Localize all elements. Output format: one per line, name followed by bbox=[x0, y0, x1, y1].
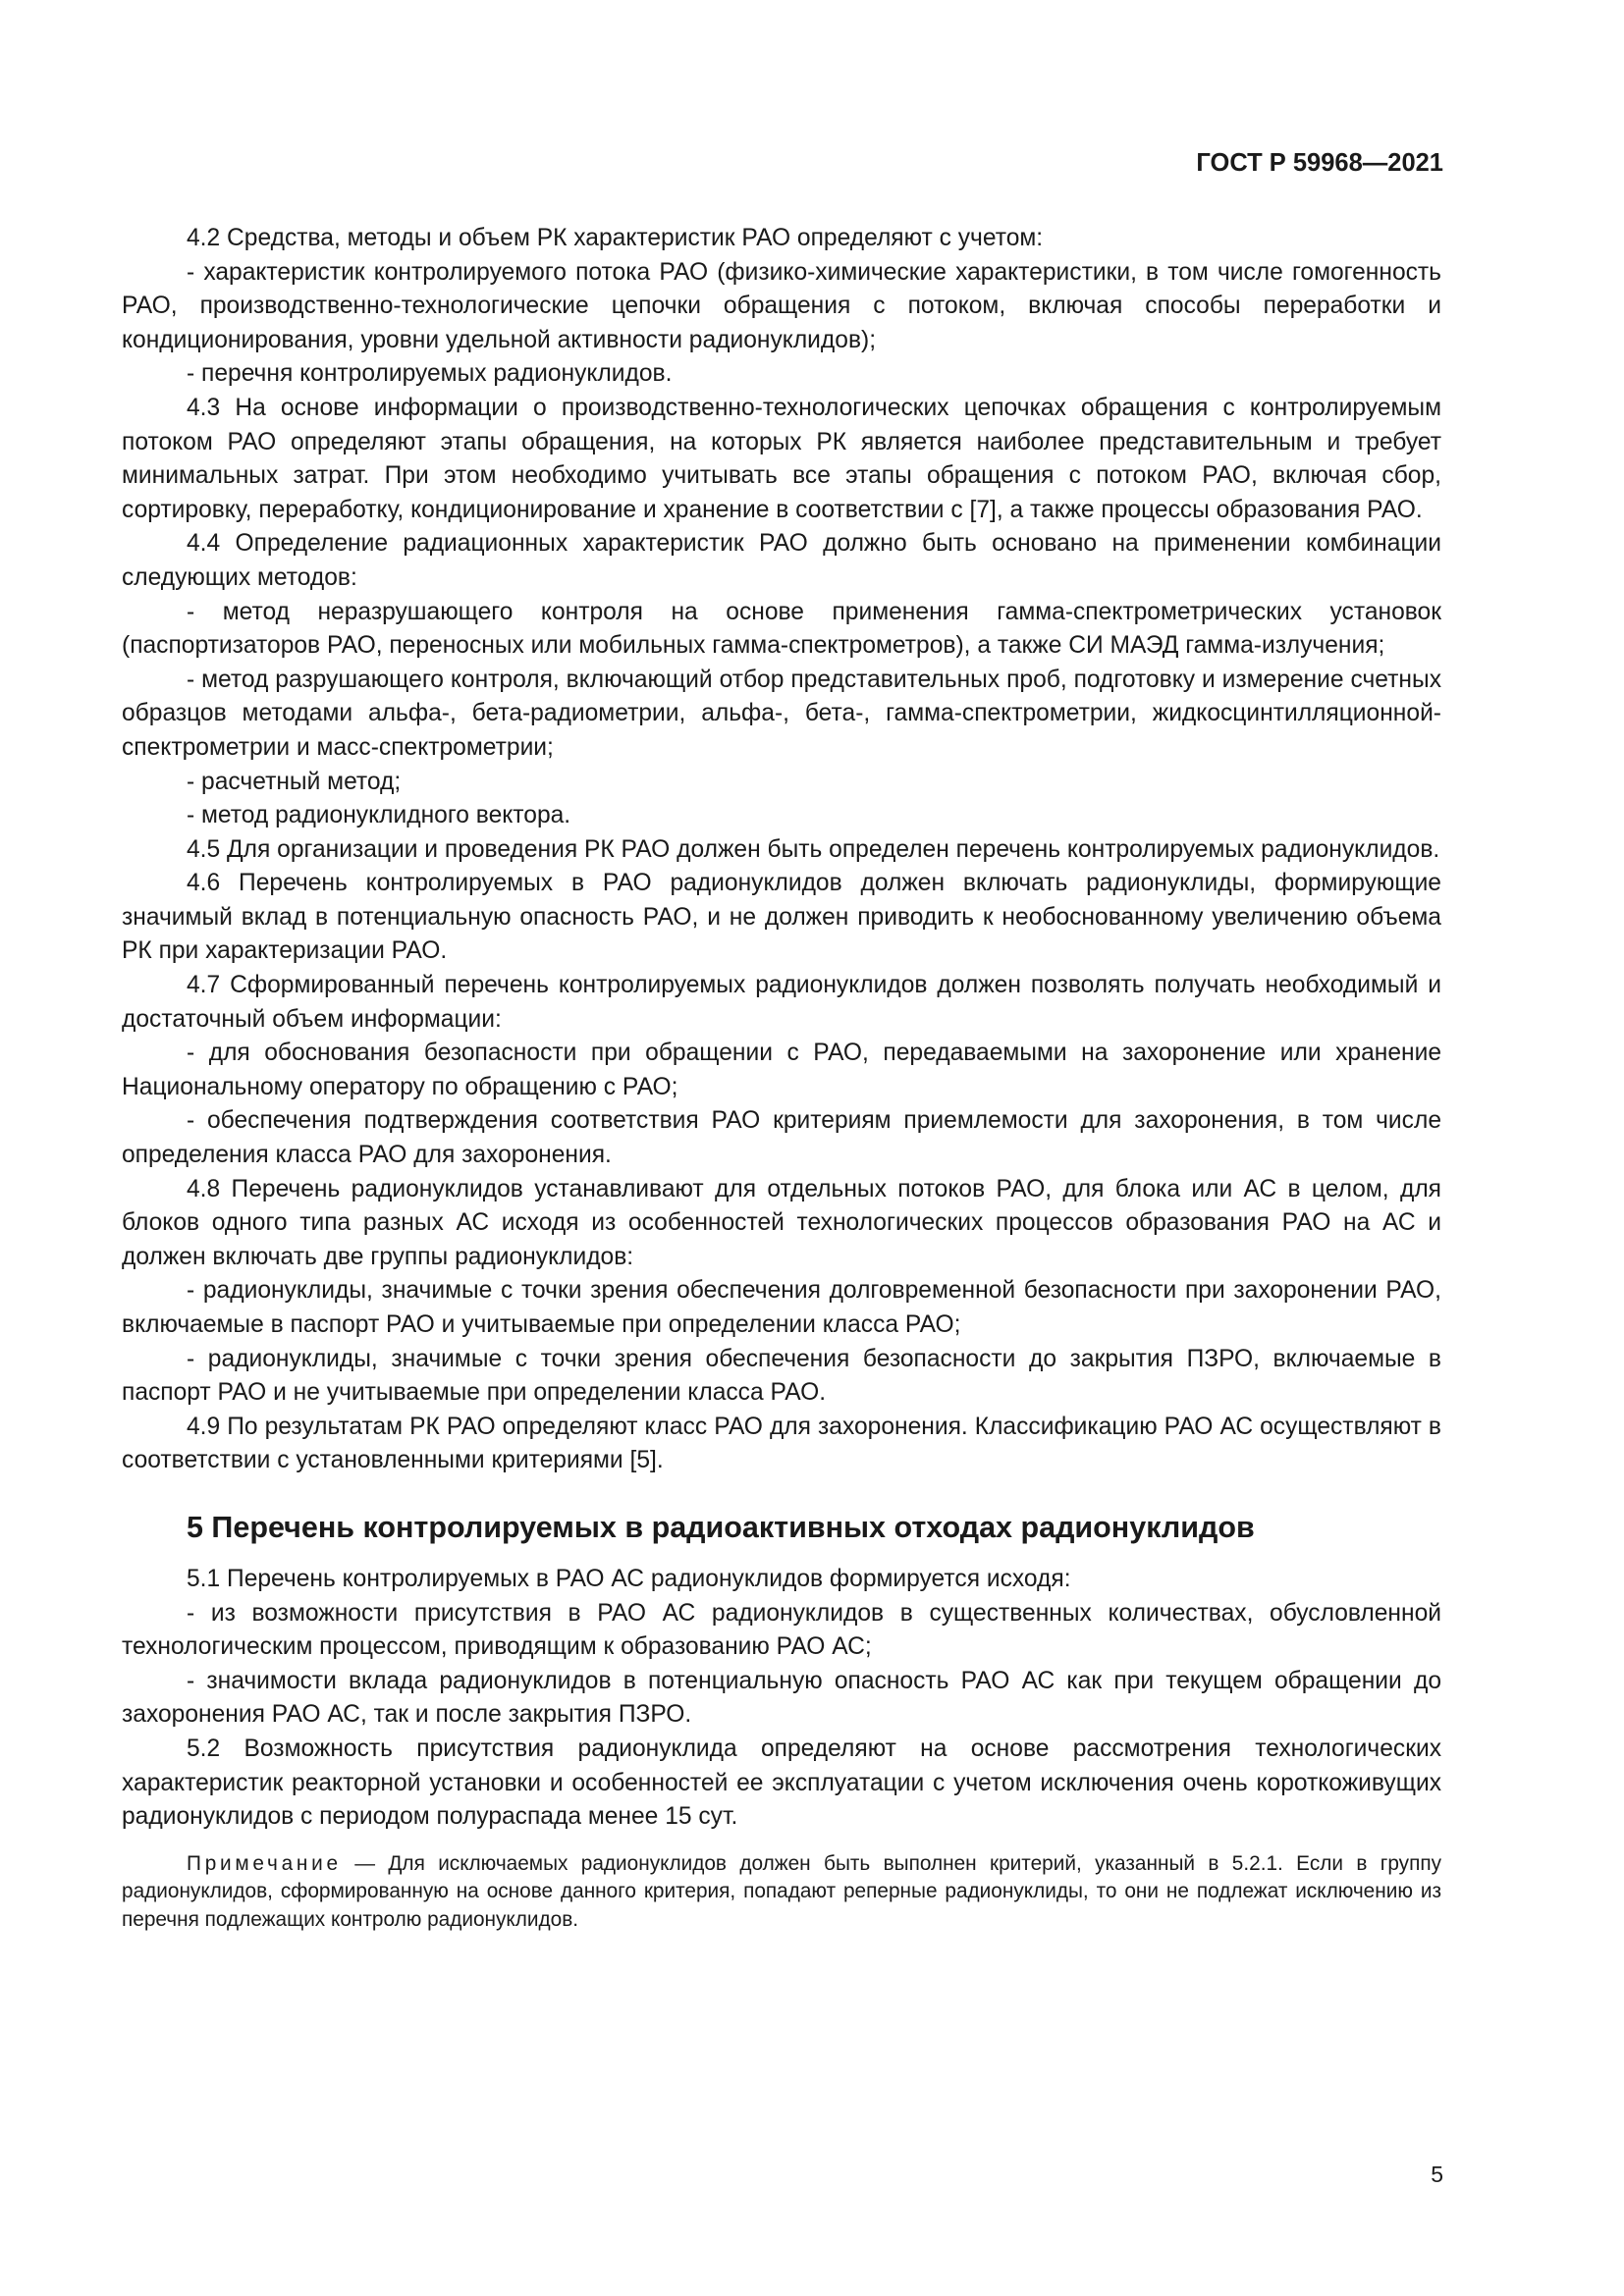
paragraph: - из возможности присутствия в РАО АС радионуклидов в существенных количествах, обусловленной технологическим процессом, приводящим к образованию РАО АС; bbox=[122, 1599, 1441, 1661]
paragraph: 4.7 Сформированный перечень контролируемых радионуклидов должен позволять получать необходимый и достаточный объем информации: bbox=[122, 972, 1441, 1033]
paragraph: - метод радионуклидного вектора. bbox=[187, 802, 571, 829]
paragraph: - метод разрушающего контроля, включающий отбор представительных проб, подготовку и измерение счетных образцов методами альфа-, бета-радиометрии, альфа-, бета-, гамма-спектрометрии, жидкосцинтилляционной-спектрометрии и масс-спектрометрии; bbox=[122, 666, 1441, 761]
document-body bbox=[122, 222, 1441, 1954]
paragraph: - метод неразрушающего контроля на основе применения гамма-спектрометрических установок (паспортизаторов РАО, переносных или мобильных гамма-спектрометров), а также СИ МАЭД гамма-излучения; bbox=[122, 598, 1441, 660]
paragraph: 4.6 Перечень контролируемых в РАО радионуклидов должен включать радионуклиды, формирующие значимый вклад в потенциальную опасность РАО, и не должен приводить к необоснованному увеличению объема РК при характеризации РАО. bbox=[122, 870, 1441, 965]
paragraph: - характеристик контролируемого потока РАО (физико-химические характеристики, в том числе гомогенность РАО, производственно-технологические цепочки обращения с потоком, включая способы переработки и кондиционирования, уровни удельной активности радионуклидов); bbox=[122, 258, 1441, 353]
paragraph: - расчетный метод; bbox=[187, 768, 402, 795]
document-header: ГОСТ Р 59968—2021 bbox=[1196, 149, 1443, 177]
note-label: Примечание bbox=[187, 1851, 342, 1875]
paragraph: 4.4 Определение радиационных характеристик РАО должно быть основано на применении комбинации следующих методов: bbox=[122, 530, 1441, 591]
paragraph: 4.9 По результатам РК РАО определяют класс РАО для захоронения. Классификацию РАО АС осуществляют в соответствии с установленными критериями [5]. bbox=[122, 1413, 1441, 1474]
paragraph: - радионуклиды, значимые с точки зрения обеспечения безопасности до закрытия ПЗРО, включаемые в паспорт РАО и не учитываемые при определении класса РАО. bbox=[122, 1345, 1441, 1407]
note-text: — Для исключаемых радионуклидов должен быть выполнен критерий, указанный в 5.2.1. Если в группу радионуклидов, сформированную на основе данного критерия, попадают реперные радионуклиды, то они не подлежат исключению из перечня подлежащих контролю радионуклидов. bbox=[122, 1851, 1441, 1931]
paragraph: 5.2 Возможность присутствия радионуклида определяют на основе рассмотрения технологических характеристик реакторной установки и особенностей ее эксплуатации с учетом исключения очень короткоживущих радионуклидов с периодом полураспада менее 15 сут. bbox=[122, 1735, 1441, 1831]
paragraph: 4.8 Перечень радионуклидов устанавливают для отдельных потоков РАО, для блока или АС в целом, для блоков одного типа разных АС исходя из особенностей технологических процессов образования РАО на АС и должен включать две группы радионуклидов: bbox=[122, 1175, 1441, 1270]
paragraph: 4.2 Средства, методы и объем РК характеристик РАО определяют с учетом: bbox=[187, 225, 1044, 251]
paragraph: - значимости вклада радионуклидов в потенциальную опасность РАО АС как при текущем обращении до захоронения РАО АС, так и после закрытия ПЗРО. bbox=[122, 1667, 1441, 1729]
paragraph: 4.3 На основе информации о производственно-технологических цепочках обращения с контролируемым потоком РАО определяют этапы обращения, на которых РК является наиболее представительным и требует минимальных затрат. При этом необходимо учитывать все этапы обращения с потоком РАО, включая сбор, сортировку, переработку, кондиционирование и хранение в соответствии с [7], а также процессы образования РАО. bbox=[122, 394, 1441, 523]
paragraph: - радионуклиды, значимые с точки зрения обеспечения долговременной безопасности при захоронении РАО, включаемые в паспорт РАО и учитываемые при определении класса РАО; bbox=[122, 1277, 1441, 1338]
page-number: 5 bbox=[1431, 2162, 1443, 2187]
paragraph: - для обоснования безопасности при обращении с РАО, передаваемыми на захоронение или хранение Национальному оператору по обращению с РАО; bbox=[122, 1040, 1441, 1100]
section-title: 5 Перечень контролируемых в радиоактивных отходах радионуклидов bbox=[187, 1510, 1255, 1544]
paragraph: 5.1 Перечень контролируемых в РАО АС радионуклидов формируется исходя: bbox=[187, 1565, 1071, 1592]
paragraph: - обеспечения подтверждения соответствия РАО критериям приемлемости для захоронения, в том числе определения класса РАО для захоронения. bbox=[122, 1107, 1441, 1169]
paragraph: - перечня контролируемых радионуклидов. bbox=[187, 360, 673, 388]
note bbox=[122, 1850, 1441, 1935]
paragraph: 4.5 Для организации и проведения РК РАО должен быть определен перечень контролируемых радионуклидов. bbox=[187, 835, 1440, 863]
